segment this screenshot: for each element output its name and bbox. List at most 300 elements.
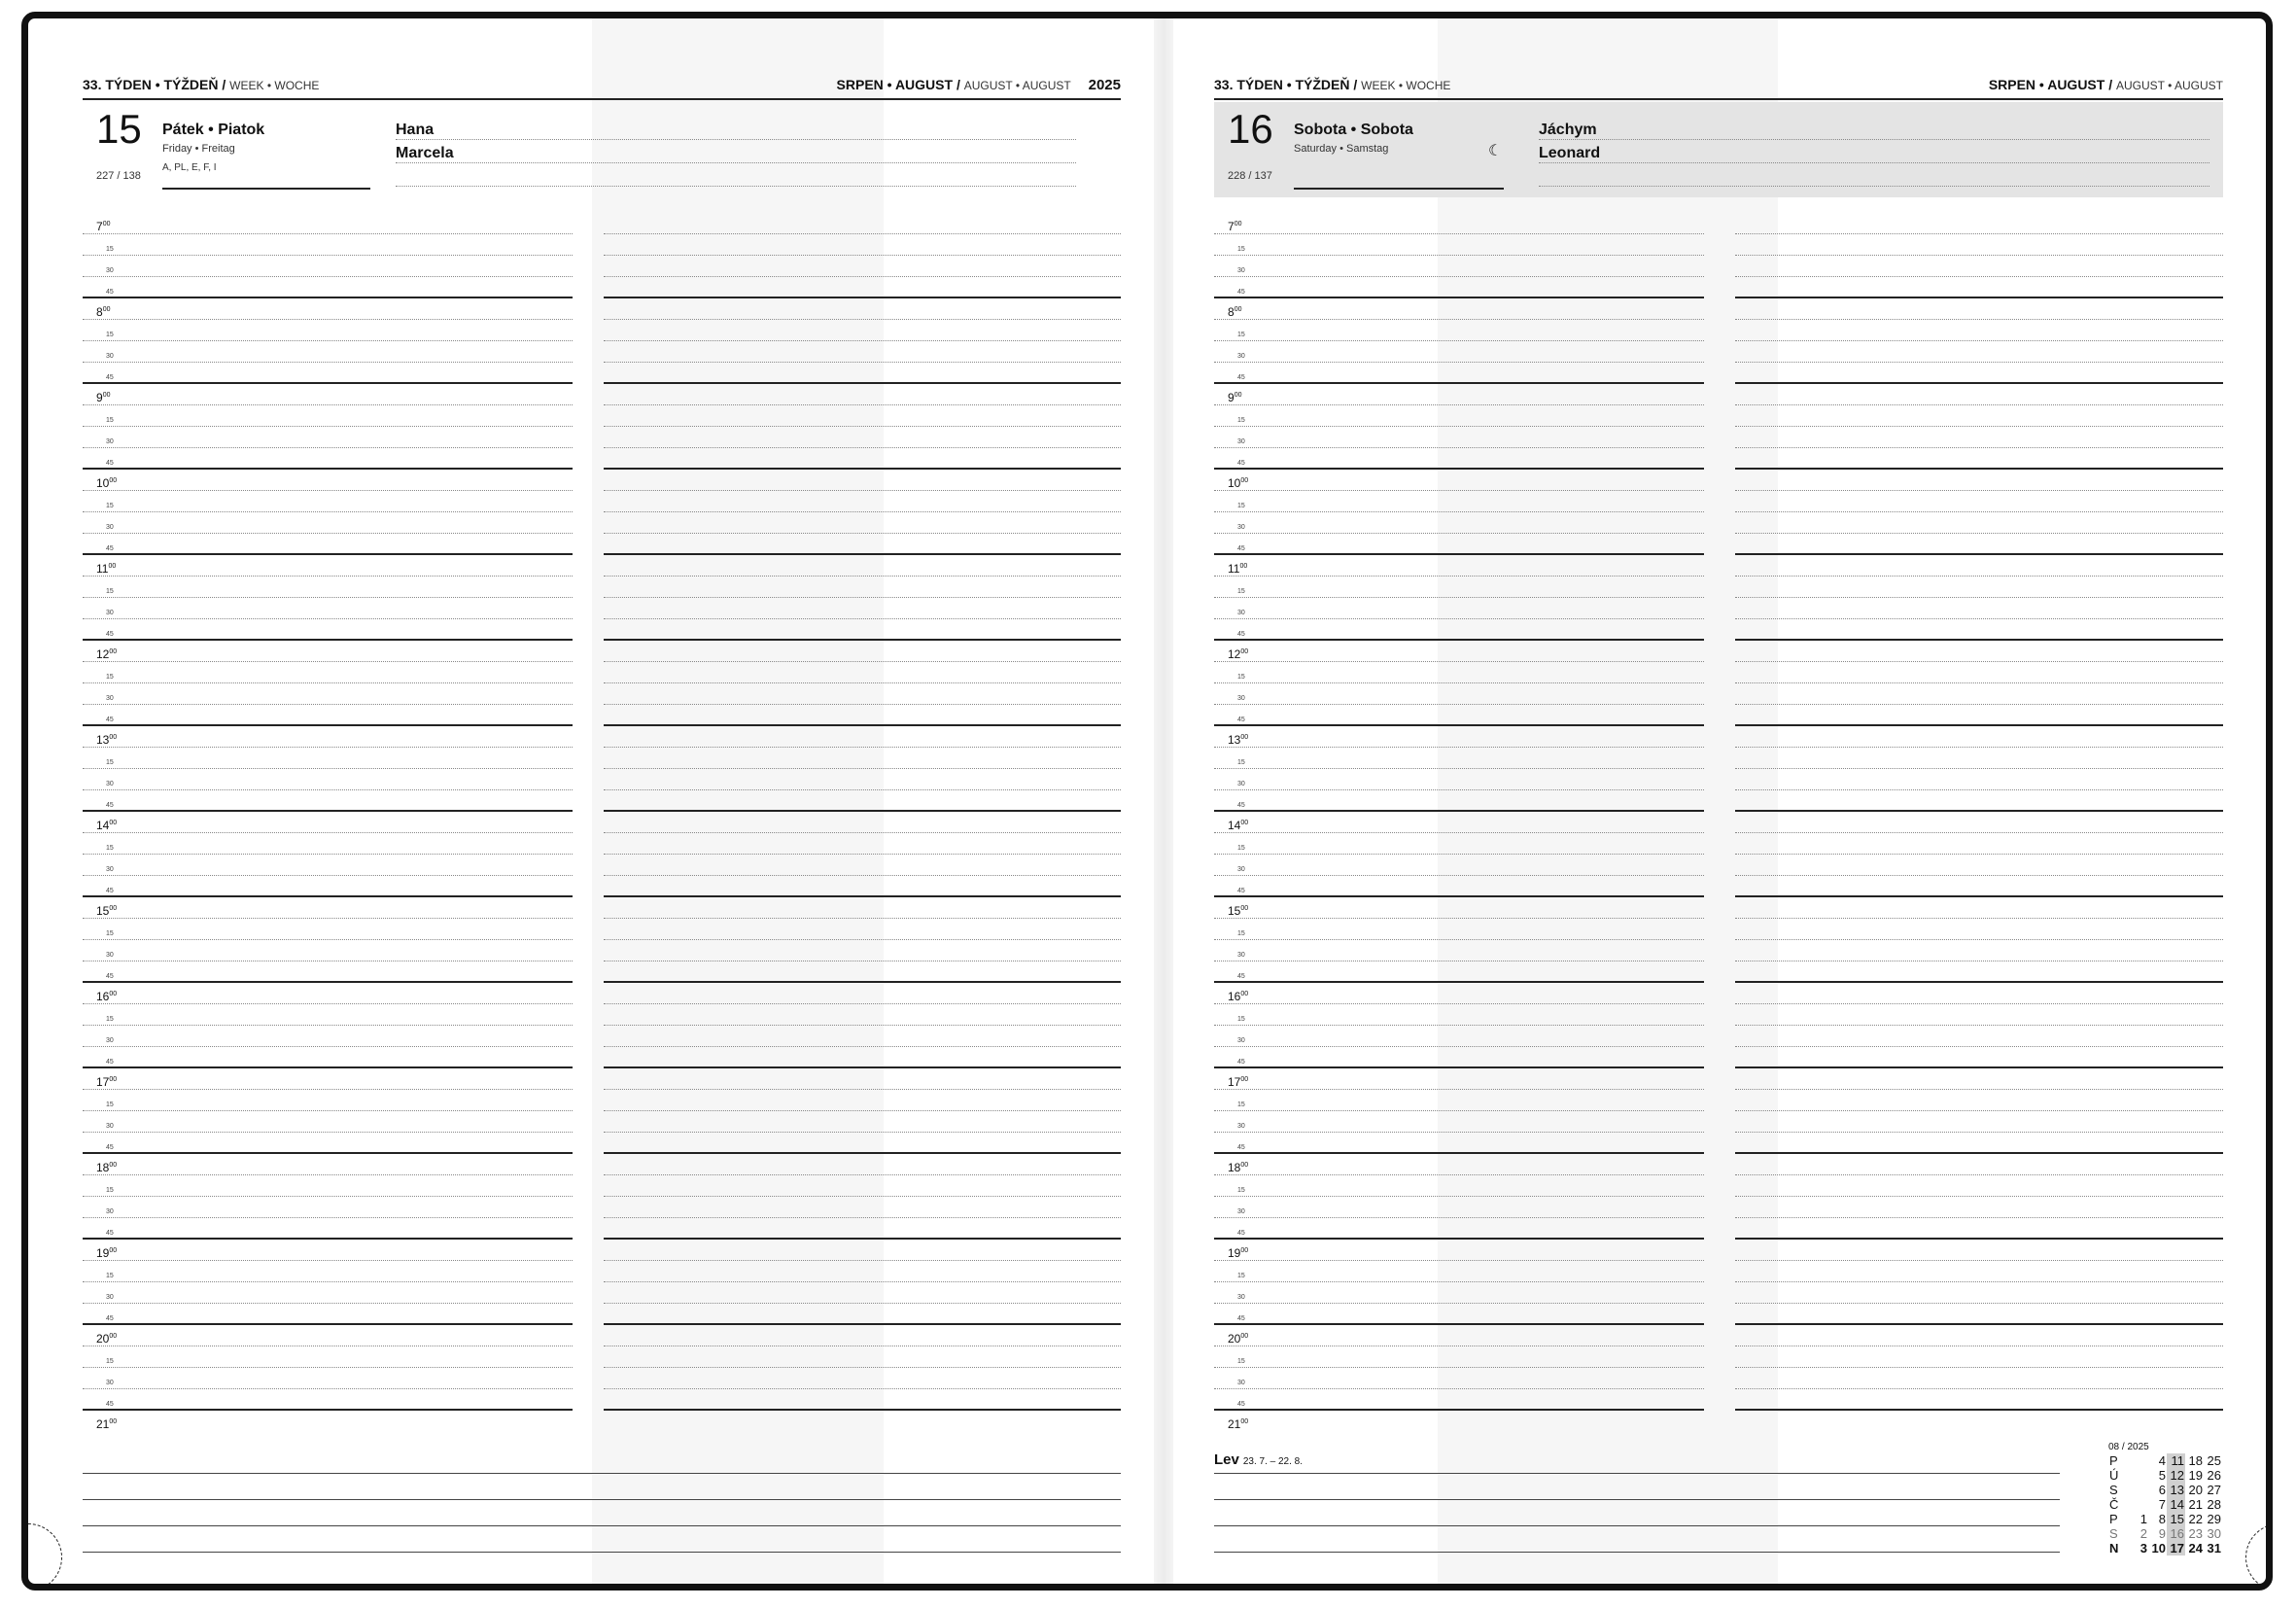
quarter-row[interactable] <box>83 919 573 940</box>
quarter-row[interactable] <box>1214 277 1704 298</box>
hour-row[interactable] <box>1735 384 2223 405</box>
hour-row[interactable] <box>83 555 573 577</box>
minute-label: 15 <box>1237 674 1245 681</box>
quarter-row[interactable] <box>1214 320 1704 341</box>
hour-row[interactable] <box>1214 983 1704 1004</box>
quarter-row[interactable] <box>83 1304 573 1325</box>
quarter-row[interactable] <box>1735 1004 2223 1026</box>
minute-label: 15 <box>1237 246 1245 253</box>
calendar-date[interactable]: 1 <box>2139 1512 2147 1526</box>
quarter-row[interactable] <box>83 1133 573 1154</box>
hour-row[interactable] <box>1735 298 2223 320</box>
quarter-row[interactable] <box>1214 1261 1704 1282</box>
quarter-row[interactable] <box>1735 855 2223 876</box>
quarter-row[interactable] <box>1214 577 1704 598</box>
quarter-row[interactable] <box>1735 940 2223 961</box>
hour-row[interactable] <box>1214 298 1704 320</box>
calendar-date[interactable] <box>2130 1453 2148 1468</box>
quarter-row[interactable] <box>1214 491 1704 512</box>
quarter-row[interactable] <box>1214 234 1704 256</box>
calendar-date[interactable]: 8 <box>2158 1512 2166 1526</box>
quarter-row[interactable] <box>604 341 1121 363</box>
calendar-date[interactable]: 23 <box>2188 1526 2203 1541</box>
calendar-date[interactable]: 19 <box>2188 1468 2203 1483</box>
quarter-row[interactable] <box>1214 534 1704 555</box>
calendar-date[interactable] <box>2130 1483 2148 1497</box>
minute-label: 45 <box>1237 717 1245 723</box>
hour-row[interactable] <box>604 812 1121 833</box>
quarter-row[interactable] <box>1214 405 1704 427</box>
quarter-row[interactable] <box>1735 341 2223 363</box>
calendar-date[interactable]: 13 <box>2167 1483 2185 1497</box>
calendar-date[interactable]: 22 <box>2188 1512 2203 1526</box>
quarter-row[interactable] <box>1214 1090 1704 1111</box>
calendar-date[interactable]: 25 <box>2207 1453 2221 1468</box>
day-name: Sobota • Sobota <box>1294 122 1413 138</box>
quarter-row[interactable] <box>83 534 573 555</box>
quarter-row[interactable] <box>1214 1304 1704 1325</box>
zodiac-sign <box>1214 1451 1303 1468</box>
quarter-row[interactable] <box>604 683 1121 705</box>
hour-row[interactable] <box>1214 1154 1704 1175</box>
hour-row[interactable] <box>1735 812 2223 833</box>
quarter-row[interactable] <box>83 277 573 298</box>
month-name: SRPEN • AUGUST / <box>1988 77 2113 92</box>
quarter-row[interactable] <box>604 363 1121 384</box>
quarter-row[interactable] <box>604 876 1121 897</box>
quarter-row[interactable] <box>83 1346 573 1368</box>
day-header <box>83 102 1121 197</box>
quarter-row[interactable] <box>604 619 1121 641</box>
quarter-row[interactable] <box>604 1004 1121 1026</box>
nameday-2: Marcela <box>396 145 454 161</box>
quarter-row[interactable] <box>1214 1389 1704 1411</box>
quarter-row[interactable] <box>1735 769 2223 790</box>
quarter-row[interactable] <box>1735 619 2223 641</box>
hour-label: $20^{00}$ <box>1228 1332 1249 1346</box>
quarter-row[interactable] <box>1214 705 1704 726</box>
quarter-row[interactable] <box>83 683 573 705</box>
hour-row[interactable] <box>1735 1068 2223 1090</box>
quarter-row[interactable] <box>1214 919 1704 940</box>
month-en: AUGUST • AUGUST <box>2116 79 2223 92</box>
quarter-row[interactable] <box>1735 256 2223 277</box>
quarter-row[interactable] <box>604 1133 1121 1154</box>
quarter-row[interactable] <box>1735 961 2223 983</box>
quarter-row[interactable] <box>1735 405 2223 427</box>
quarter-row[interactable] <box>604 491 1121 512</box>
hour-row[interactable] <box>83 641 573 662</box>
hour-row[interactable] <box>83 897 573 919</box>
weekday-initial: N <box>2109 1541 2119 1556</box>
calendar-date[interactable]: 4 <box>2158 1453 2166 1468</box>
quarter-row[interactable] <box>604 1261 1121 1282</box>
note-line[interactable] <box>83 1552 1121 1553</box>
hour-row[interactable] <box>1214 555 1704 577</box>
quarter-row[interactable] <box>1214 876 1704 897</box>
hour-row[interactable] <box>1214 1325 1704 1346</box>
quarter-row[interactable] <box>1735 748 2223 769</box>
hour-label: $19^{00}$ <box>1228 1246 1249 1260</box>
quarter-row[interactable] <box>1214 855 1704 876</box>
minute-label: 30 <box>1237 1380 1245 1386</box>
quarter-row[interactable] <box>1214 598 1704 619</box>
hour-row[interactable] <box>1214 812 1704 833</box>
hour-row[interactable] <box>604 726 1121 748</box>
hour-row[interactable] <box>83 812 573 833</box>
note-line[interactable] <box>1214 1552 2060 1553</box>
note-line[interactable] <box>83 1499 1121 1500</box>
quarter-row[interactable] <box>83 705 573 726</box>
quarter-row[interactable] <box>604 1389 1121 1411</box>
minute-label: 45 <box>1237 1315 1245 1322</box>
calendar-date[interactable]: 21 <box>2188 1497 2203 1512</box>
calendar-date[interactable]: 27 <box>2207 1483 2221 1497</box>
calendar-date[interactable]: 15 <box>2167 1512 2185 1526</box>
calendar-date[interactable]: 31 <box>2207 1541 2221 1556</box>
quarter-row[interactable] <box>83 1111 573 1133</box>
hour-row[interactable] <box>83 1068 573 1090</box>
hour-row[interactable] <box>83 726 573 748</box>
quarter-row[interactable] <box>83 512 573 534</box>
quarter-row[interactable] <box>83 1047 573 1068</box>
mini-calendar-row <box>2108 1483 2222 1497</box>
calendar-date[interactable]: 20 <box>2188 1483 2203 1497</box>
quarter-row[interactable] <box>1214 1111 1704 1133</box>
hour-row[interactable] <box>83 1325 573 1346</box>
quarter-row[interactable] <box>83 855 573 876</box>
quarter-row[interactable] <box>1735 598 2223 619</box>
quarter-row[interactable] <box>1735 363 2223 384</box>
hour-label: $20^{00}$ <box>96 1332 118 1346</box>
hour-row[interactable] <box>1735 897 2223 919</box>
quarter-row[interactable] <box>83 491 573 512</box>
quarter-row[interactable] <box>1735 790 2223 812</box>
quarter-row[interactable] <box>1735 1304 2223 1325</box>
hour-row[interactable] <box>604 897 1121 919</box>
calendar-date[interactable]: 24 <box>2188 1541 2203 1556</box>
quarter-row[interactable] <box>1214 1026 1704 1047</box>
note-line[interactable] <box>1214 1473 2060 1474</box>
quarter-row[interactable] <box>1214 512 1704 534</box>
quarter-row[interactable] <box>83 405 573 427</box>
hour-row[interactable] <box>1214 726 1704 748</box>
quarter-row[interactable] <box>604 1175 1121 1197</box>
quarter-row[interactable] <box>1735 1047 2223 1068</box>
hour-row[interactable] <box>1735 213 2223 234</box>
quarter-row[interactable] <box>1735 277 2223 298</box>
hour-label: $16^{00}$ <box>96 990 118 1003</box>
quarter-row[interactable] <box>1214 961 1704 983</box>
note-line[interactable] <box>83 1473 1121 1474</box>
quarter-row[interactable] <box>1735 1261 2223 1282</box>
hour-row[interactable] <box>1214 641 1704 662</box>
hour-row[interactable] <box>1735 470 2223 491</box>
quarter-row[interactable] <box>1735 1368 2223 1389</box>
quarter-row[interactable] <box>1735 662 2223 683</box>
quarter-row[interactable] <box>83 790 573 812</box>
quarter-row[interactable] <box>604 833 1121 855</box>
hour-row[interactable] <box>83 384 573 405</box>
quarter-row[interactable] <box>604 705 1121 726</box>
quarter-row[interactable] <box>83 940 573 961</box>
quarter-row[interactable] <box>83 448 573 470</box>
hour-row[interactable] <box>1735 641 2223 662</box>
quarter-row[interactable] <box>83 748 573 769</box>
hour-row[interactable] <box>1214 1068 1704 1090</box>
quarter-row[interactable] <box>83 961 573 983</box>
calendar-date[interactable]: 26 <box>2207 1468 2221 1483</box>
quarter-row[interactable] <box>83 320 573 341</box>
nameday-line <box>396 139 1076 140</box>
minute-label: 30 <box>1237 1294 1245 1301</box>
quarter-row[interactable] <box>604 961 1121 983</box>
hour-row[interactable] <box>1214 470 1704 491</box>
hour-row[interactable] <box>604 1068 1121 1090</box>
hour-row[interactable] <box>1214 384 1704 405</box>
minute-label: 15 <box>1237 588 1245 595</box>
hour-label: $18^{00}$ <box>96 1161 118 1174</box>
minute-label: 15 <box>106 332 114 338</box>
quarter-row[interactable] <box>604 919 1121 940</box>
quarter-row[interactable] <box>1214 256 1704 277</box>
calendar-date[interactable]: 5 <box>2158 1468 2166 1483</box>
quarter-row[interactable] <box>604 940 1121 961</box>
calendar-date[interactable]: 12 <box>2167 1468 2185 1483</box>
calendar-date[interactable]: 28 <box>2207 1497 2221 1512</box>
quarter-row[interactable] <box>83 363 573 384</box>
hour-row[interactable] <box>83 213 573 234</box>
quarter-row[interactable] <box>1735 1133 2223 1154</box>
quarter-row[interactable] <box>604 405 1121 427</box>
calendar-date[interactable]: 16 <box>2167 1526 2185 1541</box>
quarter-row[interactable] <box>1214 1197 1704 1218</box>
minute-label: 30 <box>106 1208 114 1215</box>
hour-row[interactable] <box>1735 983 2223 1004</box>
note-line[interactable] <box>1214 1525 2060 1526</box>
hour-row[interactable] <box>1735 726 2223 748</box>
hour-row[interactable] <box>604 1240 1121 1261</box>
quarter-row[interactable] <box>604 320 1121 341</box>
quarter-row[interactable] <box>604 234 1121 256</box>
hour-row[interactable] <box>83 1240 573 1261</box>
quarter-row[interactable] <box>83 234 573 256</box>
quarter-row[interactable] <box>1735 1346 2223 1368</box>
quarter-row[interactable] <box>1214 1004 1704 1026</box>
quarter-row[interactable] <box>1735 234 2223 256</box>
minute-label: 45 <box>106 1059 114 1066</box>
hour-row[interactable] <box>1214 1240 1704 1261</box>
calendar-date[interactable]: 7 <box>2158 1497 2166 1512</box>
quarter-row[interactable] <box>1735 1218 2223 1240</box>
quarter-row[interactable] <box>1735 1389 2223 1411</box>
hour-row[interactable] <box>604 983 1121 1004</box>
quarter-row[interactable] <box>83 1175 573 1197</box>
quarter-row[interactable] <box>604 1197 1121 1218</box>
quarter-row[interactable] <box>1214 748 1704 769</box>
quarter-row[interactable] <box>1735 577 2223 598</box>
hour-row[interactable] <box>1735 1240 2223 1261</box>
calendar-date[interactable]: 10 <box>2151 1541 2166 1556</box>
quarter-row[interactable] <box>1214 1368 1704 1389</box>
minute-label: 15 <box>1237 1101 1245 1108</box>
calendar-date[interactable]: 17 <box>2167 1541 2185 1556</box>
quarter-row[interactable] <box>604 1047 1121 1068</box>
quarter-row[interactable] <box>83 427 573 448</box>
quarter-row[interactable] <box>604 534 1121 555</box>
hour-row[interactable] <box>604 384 1121 405</box>
hour-row[interactable] <box>1735 1154 2223 1175</box>
quarter-row[interactable] <box>604 577 1121 598</box>
hour-row[interactable] <box>1735 555 2223 577</box>
quarter-row[interactable] <box>604 448 1121 470</box>
minute-label: 15 <box>106 1358 114 1365</box>
calendar-date[interactable]: 3 <box>2139 1541 2147 1556</box>
quarter-row[interactable] <box>1214 662 1704 683</box>
quarter-row[interactable] <box>1214 833 1704 855</box>
quarter-row[interactable] <box>1735 1175 2223 1197</box>
hour-row[interactable] <box>83 470 573 491</box>
calendar-date[interactable]: 18 <box>2188 1453 2203 1468</box>
quarter-row[interactable] <box>1735 320 2223 341</box>
hour-row[interactable] <box>83 1154 573 1175</box>
quarter-row[interactable] <box>83 876 573 897</box>
quarter-row[interactable] <box>83 1026 573 1047</box>
quarter-row[interactable] <box>604 1346 1121 1368</box>
calendar-date[interactable]: 29 <box>2207 1512 2221 1526</box>
hour-row[interactable] <box>604 298 1121 320</box>
hour-row[interactable] <box>1214 897 1704 919</box>
hour-row[interactable] <box>83 983 573 1004</box>
quarter-row[interactable] <box>83 341 573 363</box>
quarter-row[interactable] <box>604 1026 1121 1047</box>
hour-label: $8^{00}$ <box>96 305 111 319</box>
quarter-row[interactable] <box>1735 427 2223 448</box>
quarter-row[interactable] <box>1735 534 2223 555</box>
calendar-date[interactable]: 6 <box>2158 1483 2166 1497</box>
quarter-row[interactable] <box>83 1004 573 1026</box>
minute-label: 30 <box>106 1037 114 1044</box>
quarter-row[interactable] <box>1214 427 1704 448</box>
note-line[interactable] <box>1214 1499 2060 1500</box>
quarter-row[interactable] <box>604 512 1121 534</box>
hour-row[interactable] <box>604 470 1121 491</box>
quarter-row[interactable] <box>83 1261 573 1282</box>
quarter-row[interactable] <box>83 1368 573 1389</box>
quarter-row[interactable] <box>604 277 1121 298</box>
quarter-row[interactable] <box>604 598 1121 619</box>
quarter-row[interactable] <box>1735 448 2223 470</box>
quarter-row[interactable] <box>604 855 1121 876</box>
quarter-row[interactable] <box>1735 876 2223 897</box>
quarter-row[interactable] <box>1735 1111 2223 1133</box>
quarter-row[interactable] <box>1214 619 1704 641</box>
quarter-row[interactable] <box>1735 512 2223 534</box>
minute-label: 15 <box>1237 1187 1245 1194</box>
quarter-row[interactable] <box>1735 1197 2223 1218</box>
quarter-row[interactable] <box>83 1389 573 1411</box>
quarter-row[interactable] <box>1735 919 2223 940</box>
calendar-date[interactable]: 2 <box>2139 1526 2147 1541</box>
quarter-row[interactable] <box>1214 683 1704 705</box>
quarter-row[interactable] <box>1214 363 1704 384</box>
quarter-row[interactable] <box>1214 1175 1704 1197</box>
quarter-row[interactable] <box>1214 790 1704 812</box>
quarter-row[interactable] <box>83 662 573 683</box>
calendar-date[interactable] <box>2130 1468 2148 1483</box>
quarter-row[interactable] <box>83 619 573 641</box>
quarter-row[interactable] <box>1735 1282 2223 1304</box>
calendar-date[interactable]: 30 <box>2207 1526 2221 1541</box>
quarter-row[interactable] <box>83 1218 573 1240</box>
quarter-row[interactable] <box>83 1090 573 1111</box>
quarter-row[interactable] <box>1735 683 2223 705</box>
quarter-row[interactable] <box>604 769 1121 790</box>
quarter-row[interactable] <box>1214 1346 1704 1368</box>
quarter-row[interactable] <box>604 1368 1121 1389</box>
quarter-row[interactable] <box>604 1304 1121 1325</box>
quarter-row[interactable] <box>1735 1026 2223 1047</box>
quarter-row[interactable] <box>1735 705 2223 726</box>
calendar-date[interactable] <box>2130 1497 2148 1512</box>
quarter-row[interactable] <box>604 256 1121 277</box>
quarter-row[interactable] <box>1214 940 1704 961</box>
quarter-row[interactable] <box>1214 1282 1704 1304</box>
quarter-row[interactable] <box>604 748 1121 769</box>
quarter-row[interactable] <box>1735 833 2223 855</box>
quarter-row[interactable] <box>604 1111 1121 1133</box>
quarter-row[interactable] <box>604 1282 1121 1304</box>
hour-row[interactable] <box>604 1154 1121 1175</box>
quarter-row[interactable] <box>83 598 573 619</box>
hour-row[interactable] <box>1214 213 1704 234</box>
quarter-row[interactable] <box>1214 1133 1704 1154</box>
quarter-row[interactable] <box>1214 769 1704 790</box>
quarter-row[interactable] <box>604 662 1121 683</box>
quarter-row[interactable] <box>83 1282 573 1304</box>
hour-row[interactable] <box>604 641 1121 662</box>
quarter-row[interactable] <box>83 577 573 598</box>
hour-row[interactable] <box>604 1325 1121 1346</box>
quarter-row[interactable] <box>83 833 573 855</box>
quarter-row[interactable] <box>1214 1218 1704 1240</box>
quarter-row[interactable] <box>604 1090 1121 1111</box>
hour-label: $14^{00}$ <box>1228 819 1249 832</box>
quarter-row[interactable] <box>1735 491 2223 512</box>
quarter-row[interactable] <box>1735 1090 2223 1111</box>
hour-row[interactable] <box>604 213 1121 234</box>
note-line[interactable] <box>83 1525 1121 1526</box>
calendar-date[interactable]: 11 <box>2167 1453 2185 1468</box>
quarter-row[interactable] <box>83 1197 573 1218</box>
quarter-row[interactable] <box>1214 1047 1704 1068</box>
hour-label: $13^{00}$ <box>96 733 118 747</box>
quarter-row[interactable] <box>604 427 1121 448</box>
calendar-date[interactable]: 9 <box>2158 1526 2166 1541</box>
calendar-date[interactable]: 14 <box>2167 1497 2185 1512</box>
quarter-row[interactable] <box>604 790 1121 812</box>
hour-row[interactable] <box>83 298 573 320</box>
quarter-row[interactable] <box>604 1218 1121 1240</box>
hour-row[interactable] <box>604 555 1121 577</box>
month-name: SRPEN • AUGUST / <box>836 77 960 92</box>
hour-row[interactable] <box>1735 1325 2223 1346</box>
quarter-row[interactable] <box>83 769 573 790</box>
minute-label: 15 <box>1237 759 1245 766</box>
quarter-row[interactable] <box>83 256 573 277</box>
quarter-row[interactable] <box>1214 341 1704 363</box>
quarter-row[interactable] <box>1214 448 1704 470</box>
